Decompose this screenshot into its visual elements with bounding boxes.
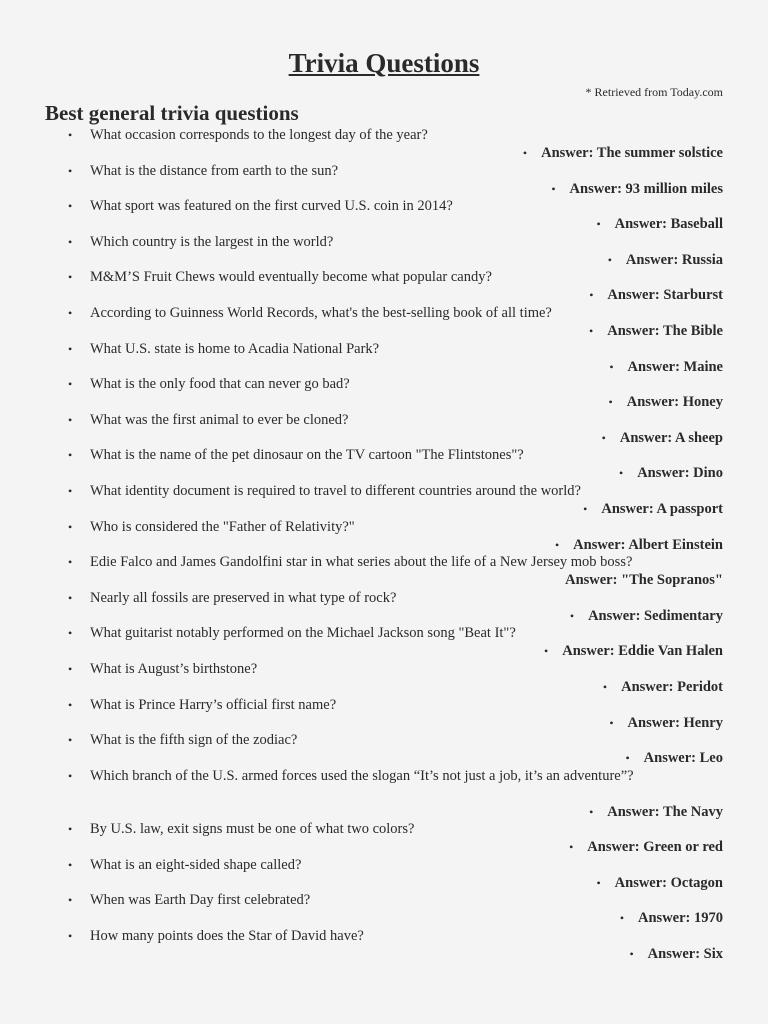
bullet-icon: • (569, 608, 575, 623)
bullet-icon: • (589, 288, 594, 303)
answer-text: Answer: Dino (637, 465, 723, 482)
question-text: What is August’s birthstone? (90, 660, 258, 677)
answer-line (608, 251, 723, 269)
answer-line (589, 322, 723, 340)
source-note: * Retrieved from Today.com (585, 85, 723, 99)
bullet-icon: • (68, 270, 73, 285)
answer-text: Answer: Starburst (607, 287, 723, 304)
question-text: What is the distance from earth to the sun? (90, 162, 339, 179)
bullet-icon: • (68, 448, 73, 463)
question-text: What guitarist notably performed on the Michael Jackson song "Beat It"? (90, 625, 516, 642)
question-text: What is Prince Harry’s official first name? (90, 696, 337, 713)
list-item (0, 162, 768, 198)
question-text: M&M’S Fruit Chews would eventually become what popular candy? (90, 269, 492, 286)
answer-text: Answer: The summer solstice (541, 145, 723, 161)
bullet-icon: • (619, 466, 624, 481)
list-item (0, 375, 768, 411)
list-item (0, 891, 768, 927)
section-heading: Best general trivia questions (45, 101, 299, 125)
list-item (0, 126, 768, 162)
answer-line (570, 607, 723, 625)
bullet-icon: • (522, 146, 528, 160)
answer-text: Answer: Sedimentary (588, 607, 723, 624)
answer-line (625, 749, 723, 767)
bullet-icon: • (596, 875, 601, 890)
question-text: What is the fifth sign of the zodiac? (90, 732, 298, 749)
answer-text: Answer: Maine (627, 358, 723, 375)
answer-line (596, 215, 723, 233)
question-text: Which branch of the U.S. armed forces used the slogan “It’s not just a job, it’s an adventure”? (90, 767, 634, 784)
list-item (0, 446, 768, 482)
answer-line (596, 874, 723, 892)
list-item (0, 820, 768, 856)
answer-text: Answer: Octagon (614, 874, 723, 891)
bullet-icon: • (68, 377, 73, 392)
bullet-icon: • (68, 234, 73, 249)
answer-text: Answer: The Bible (607, 322, 723, 339)
page-title: Trivia Questions (288, 48, 480, 78)
answer-text: Answer: Leo (643, 750, 723, 767)
bullet-icon: • (68, 199, 73, 214)
answer-line (619, 464, 723, 482)
list-item (0, 927, 768, 963)
answer-text: Answer: "The Sopranos" (565, 572, 723, 589)
answer-text: Answer: A passport (601, 500, 723, 517)
bullet-icon: • (68, 305, 73, 320)
answer-line (629, 945, 723, 963)
bullet-icon: • (608, 395, 613, 410)
answer-text: Answer: Baseball (614, 216, 723, 233)
bullet-icon: • (619, 911, 625, 926)
answer-line (609, 714, 723, 732)
list-item (0, 197, 768, 233)
qa-list (0, 126, 768, 963)
bullet-icon: • (596, 217, 601, 232)
answer-text: Answer: Peridot (621, 678, 723, 695)
answer-line (609, 358, 723, 376)
list-item (0, 233, 768, 269)
question-text: What was the first animal to ever be cloned? (90, 411, 349, 428)
bullet-icon: • (68, 555, 73, 570)
bullet-icon: • (68, 857, 73, 872)
bullet-icon: • (601, 430, 606, 445)
bullet-icon: • (589, 323, 594, 338)
answer-line (565, 571, 723, 589)
list-item (0, 856, 768, 892)
answer-line (544, 642, 723, 660)
question-text: When was Earth Day first celebrated? (90, 892, 311, 909)
bullet-icon: • (68, 893, 73, 908)
question-text: Edie Falco and James Gandolfini star in what series about the life of a New Jersey mob boss? (90, 554, 633, 571)
answer-line (569, 838, 723, 856)
bullet-icon: • (68, 590, 73, 605)
question-text: What U.S. state is home to Acadia National Park? (90, 340, 380, 357)
bullet-icon: • (551, 181, 556, 196)
bullet-icon: • (609, 359, 614, 374)
bullet-icon: • (569, 840, 574, 855)
answer-line (589, 286, 723, 304)
bullet-icon: • (625, 751, 630, 766)
list-item (0, 518, 768, 554)
list-item (0, 482, 768, 518)
list-item (0, 696, 768, 732)
bullet-icon: • (68, 163, 73, 178)
question-text: According to Guinness World Records, what's the best-selling book of all time? (90, 304, 552, 321)
answer-line (551, 180, 723, 198)
list-item (0, 411, 768, 447)
question-text: By U.S. law, exit signs must be one of what two colors? (90, 821, 415, 838)
answer-text: Answer: A sheep (619, 429, 723, 446)
answer-line (602, 429, 723, 447)
bullet-icon: • (68, 483, 73, 498)
list-item (0, 304, 768, 340)
question-text: What identity document is required to travel to different countries around the world? (90, 482, 581, 499)
list-item (0, 589, 768, 625)
answer-line (555, 536, 723, 554)
bullet-icon: • (68, 661, 73, 676)
bullet-icon: • (629, 946, 634, 961)
bullet-icon: • (544, 644, 549, 659)
answer-text: Answer: Russia (625, 251, 723, 268)
question-text: What sport was featured on the first curved U.S. coin in 2014? (90, 198, 453, 215)
answer-text: Answer: 93 million miles (569, 180, 723, 197)
bullet-icon: • (609, 715, 614, 730)
answer-text: Answer: The Navy (607, 803, 723, 820)
bullet-icon: • (68, 697, 73, 712)
bullet-icon: • (68, 928, 73, 943)
list-item (0, 624, 768, 660)
question-text: What is the only food that can never go bad? (90, 376, 350, 393)
bullet-icon: • (607, 252, 612, 267)
answer-line (603, 678, 723, 696)
bullet-icon: • (583, 501, 588, 516)
bullet-icon: • (68, 626, 73, 641)
question-text: Which country is the largest in the world? (90, 233, 334, 250)
bullet-icon: • (68, 519, 73, 534)
bullet-icon: • (68, 128, 73, 142)
bullet-icon: • (68, 733, 73, 748)
answer-text: Answer: Honey (626, 394, 723, 411)
answer-text: Answer: Green or red (587, 839, 723, 856)
bullet-icon: • (68, 768, 73, 783)
answer-text: Answer: Eddie Van Halen (562, 643, 723, 660)
answer-text: Answer: Six (647, 945, 723, 962)
list-item (0, 731, 768, 767)
list-item (0, 340, 768, 376)
bullet-icon: • (68, 341, 73, 356)
answer-text: Answer: 1970 (638, 910, 723, 927)
answer-text: Answer: Henry (627, 714, 723, 731)
answer-line (620, 909, 723, 927)
question-text: How many points does the Star of David have? (90, 927, 364, 944)
question-text: Who is considered the "Father of Relativity?" (90, 518, 355, 535)
question-text: Nearly all fossils are preserved in what type of rock? (90, 589, 397, 606)
question-text: What is the name of the pet dinosaur on the TV cartoon "The Flintstones"? (90, 447, 524, 464)
list-item (0, 268, 768, 304)
answer-line (589, 803, 723, 821)
list-item (0, 660, 768, 696)
answer-line (583, 500, 723, 518)
bullet-icon: • (68, 822, 73, 837)
bullet-icon: • (554, 537, 560, 552)
bullet-icon: • (589, 804, 594, 819)
list-item (0, 553, 768, 589)
answer-line (609, 393, 723, 411)
answer-line (523, 144, 723, 162)
bullet-icon: • (602, 679, 608, 694)
bullet-icon: • (68, 412, 73, 427)
question-text: What occasion corresponds to the longest day of the year? (90, 127, 428, 143)
question-text: What is an eight-sided shape called? (90, 856, 302, 873)
list-item (0, 767, 768, 821)
answer-text: Answer: Albert Einstein (573, 536, 723, 553)
